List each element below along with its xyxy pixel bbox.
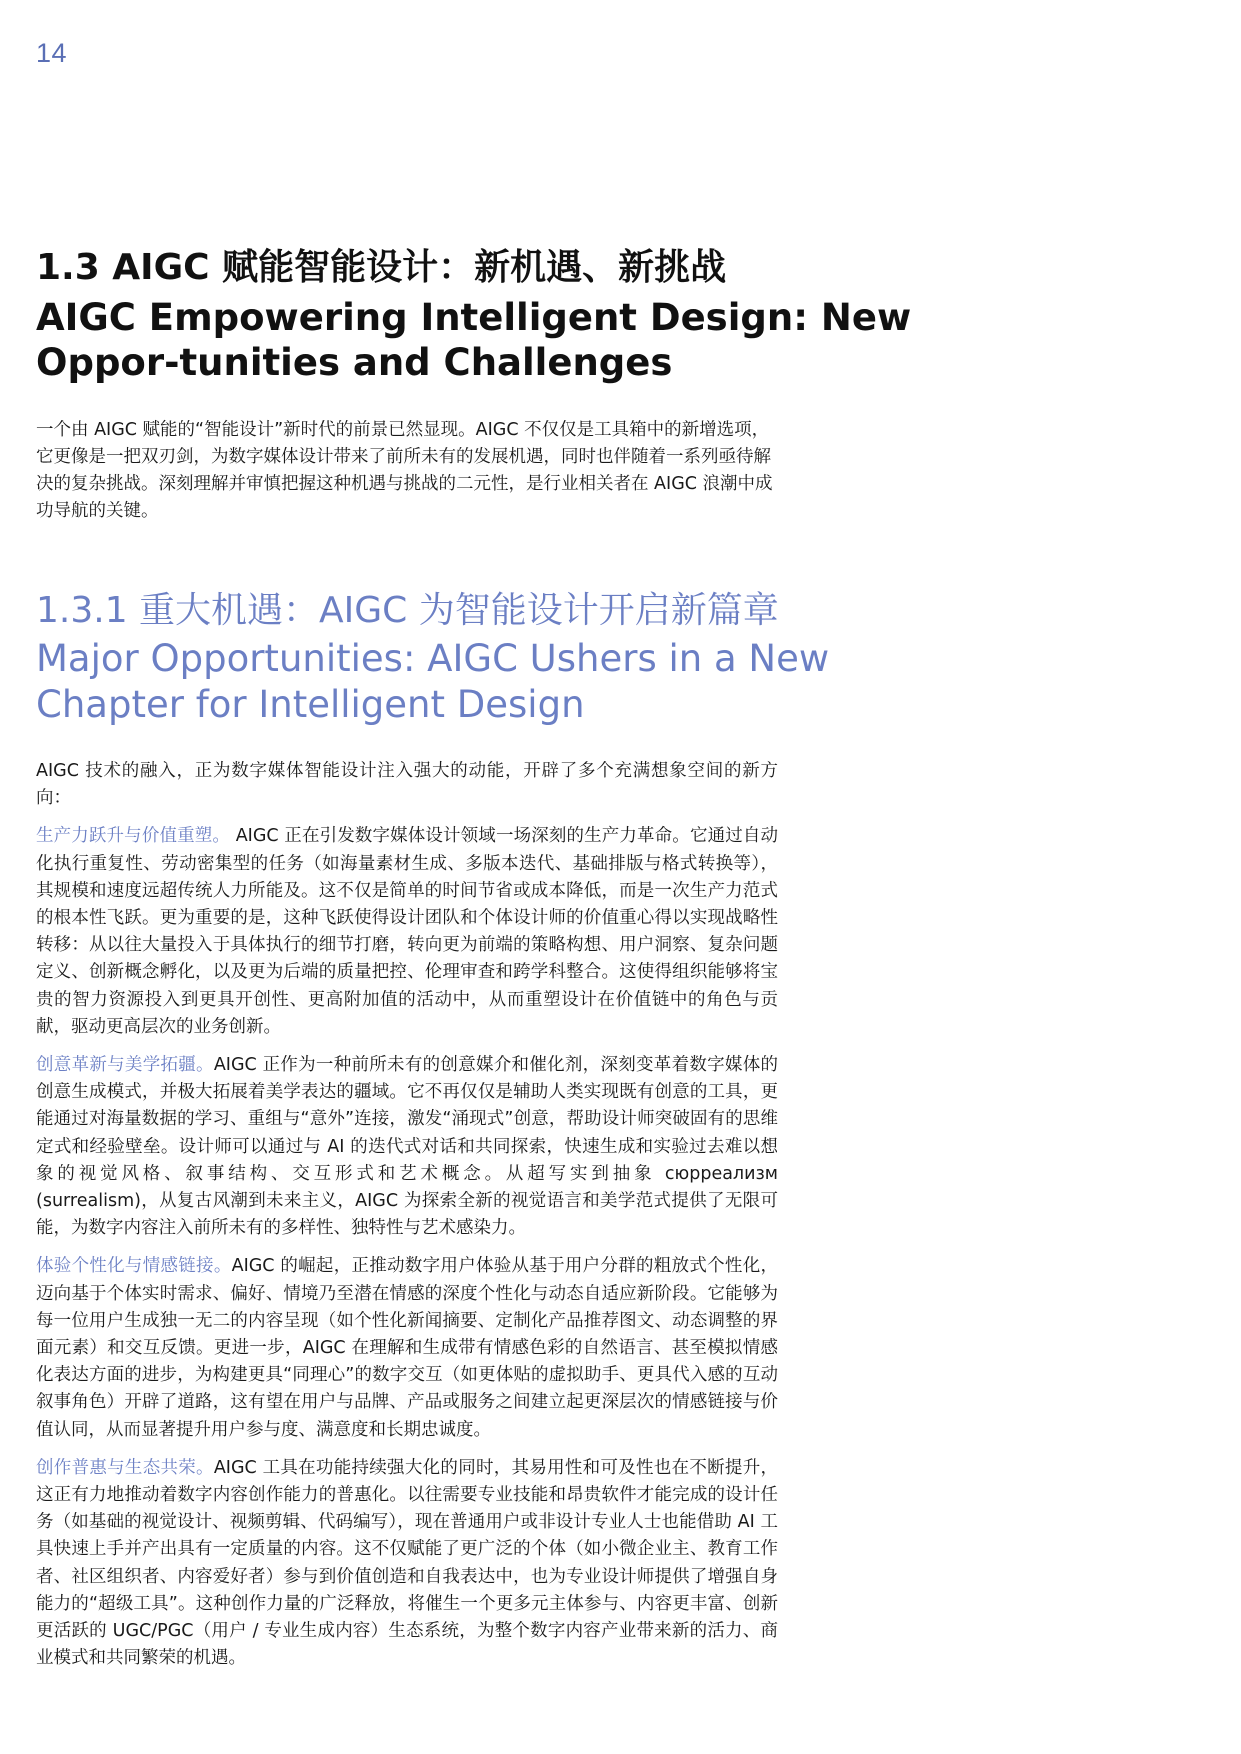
paragraph-productivity xyxy=(36,823,778,1041)
paragraph-lead: 体验个性化与情感链接。 xyxy=(36,1256,232,1277)
subsection-intro: AIGC 技术的融入，正为数字媒体智能设计注入强大的动能，开辟了多个充满想象空间的新方向： xyxy=(36,761,778,809)
paragraph-text: AIGC 正在引发数字媒体设计领域一场深刻的生产力革命。它通过自动化执行重复性、劳动密集型的任务（如海量素材生成、多版本迭代、基础排版与格式转换等），其规模和速度远超传统人力所能及。这不仅是简单的时间节省或成本降低，而是一次生产力范式的根本性飞跃。更为重要的是，这种飞跃使得设计团队和个体设计师的价值重心得以实现战略性转移：从以往大量投入于具体执行的细节打磨，转向更为前端的策略构想、用户洞察、复杂问题定义、创新概念孵化，以及更为后端的质量把控、伦理审查和跨学科整合。这使得组织能够将宝贵的智力资源投入到更具开创性、更高附加值的活动中，从而重塑设计在价值链中的角色与贡献，驱动更高层次的业务创新。 xyxy=(36,826,778,1037)
subsection-title-en: Major Opportunities: AIGC Ushers in a New Chapter for Intelligent Design xyxy=(36,637,830,726)
paragraph-democratization xyxy=(36,1455,778,1673)
section-heading xyxy=(36,245,966,385)
subsection-heading xyxy=(36,588,966,728)
paragraph-text: AIGC 的崛起，正推动数字用户体验从基于用户分群的粗放式个性化，迈向基于个体实时需求、偏好、情境乃至潜在情感的深度个性化与动态自适应新阶段。它能够为每一位用户生成独一无二的内容呈现（如个性化新闻摘要、定制化产品推荐图文、动态调整的界面元素）和交互反馈。更进一步，AIGC 在理解和生成带有情感色彩的自然语言、甚至模拟情感化表达方面的进步，为构建更具“同理心”的数字交互（如更体贴的虚拟助手、更具代入感的互动叙事角色）开辟了道路，这有望在用户与品牌、产品或服务之间建立起更深层次的情感链接与价值认同，从而显著提升用户参与度、满意度和长期忠诚度。 xyxy=(36,1256,778,1440)
section-title-en: AIGC Empowering Intelligent Design: New Oppor-tunities and Challenges xyxy=(36,296,912,384)
subsection-body xyxy=(36,758,778,1684)
paragraph-lead: 生产力跃升与价值重塑。 xyxy=(36,826,230,847)
paragraph-experience xyxy=(36,1253,778,1443)
section-title-zh: 1.3 AIGC 赋能智能设计：新机遇、新挑战 xyxy=(36,247,727,288)
paragraph-creativity xyxy=(36,1052,778,1242)
section-intro: 一个由 AIGC 赋能的“智能设计”新时代的前景已然显现。AIGC 不仅仅是工具箱中的新增选项，它更像是一把双刃剑，为数字媒体设计带来了前所未有的发展机遇，同时也伴随着一系列亟待解决的复杂挑战。深刻理解并审慎把握这种机遇与挑战的二元性，是行业相关者在 AIGC 浪潮中成功导航的关键。 xyxy=(36,420,773,521)
paragraph-lead: 创作普惠与生态共荣。 xyxy=(36,1457,214,1478)
subsection-title-zh: 1.3.1 重大机遇：AIGC 为智能设计开启新篇章 xyxy=(36,590,779,631)
paragraph-text: AIGC 正作为一种前所未有的创意媒介和催化剂，深刻变革着数字媒体的创意生成模式，并极大拓展着美学表达的疆域。它不再仅仅是辅助人类实现既有创意的工具，更能通过对海量数据的学习、重组与“意外”连接，激发“涌现式”创意，帮助设计师突破固有的思维定式和经验壁垒。设计师可以通过与 AI 的迭代式对话和共同探索，快速生成和实验过去难以想象的视觉风格、叙事结构、交互形式和艺术概念。从超写实到抽象 сюрреализм (surrealism)，从复古风潮到未来主义，AIGC 为探索全新的视觉语言和美学范式提供了无限可能，为数字内容注入前所未有的多样性、独特性与艺术感染力。 xyxy=(36,1055,778,1239)
paragraph-lead: 创意革新与美学拓疆。 xyxy=(36,1055,214,1076)
paragraph-text: AIGC 工具在功能持续强大化的同时，其易用性和可及性也在不断提升，这正有力地推动着数字内容创作能力的普惠化。以往需要专业技能和昂贵软件才能完成的设计任务（如基础的视觉设计、视频剪辑、代码编写），现在普通用户或非设计专业人士也能借助 AI 工具快速上手并产出具有一定质量的内容。这不仅赋能了更广泛的个体（如小微企业主、教育工作者、社区组织者、内容爱好者）参与到价值创造和自我表达中，也为专业设计师提供了增强自身能力的“超级工具”。这种创作力量的广泛释放，将催生一个更多元主体参与、内容更丰富、创新更活跃的 UGC/PGC（用户 / 专业生成内容）生态系统，为整个数字内容产业带来新的活力、商业模式和共同繁荣的机遇。 xyxy=(36,1457,778,1669)
page-number: 14 xyxy=(36,38,68,68)
